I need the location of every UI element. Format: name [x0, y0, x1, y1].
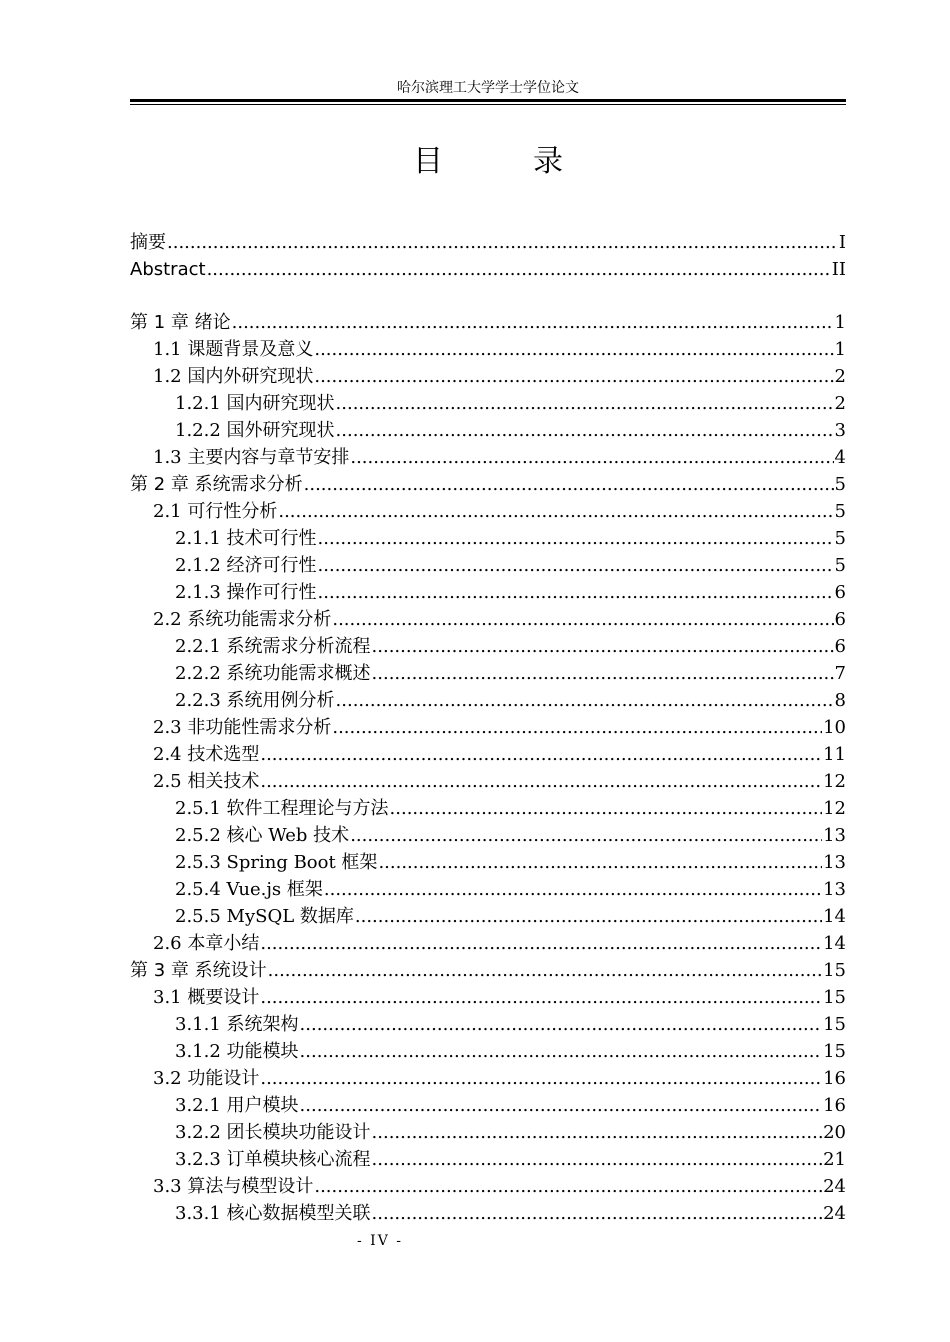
dot-leader [260, 930, 822, 957]
toc-entry-title: Abstract [130, 259, 206, 280]
toc-entry-title: 1.3 主要内容与章节安排 [153, 447, 350, 468]
dot-leader [350, 822, 822, 849]
toc-entry[interactable] [130, 229, 846, 256]
toc-entry-title: 2.3 非功能性需求分析 [153, 717, 332, 738]
dot-leader [390, 795, 823, 822]
toc-entry-page: 15 [823, 1014, 846, 1035]
dot-leader [336, 417, 834, 444]
toc-entry[interactable] [130, 606, 846, 633]
dot-leader [372, 1119, 823, 1146]
toc-entry[interactable] [130, 1173, 846, 1200]
toc-entry[interactable] [130, 525, 846, 552]
toc-entry[interactable] [130, 714, 846, 741]
toc-entry[interactable] [130, 552, 846, 579]
toc-entry-page: 7 [834, 663, 846, 684]
toc-entry-page: 2 [834, 366, 846, 387]
toc-entry-page: 15 [823, 1041, 846, 1062]
toc-entry-page: 16 [823, 1068, 846, 1089]
toc-entry-title: 2.5.5 MySQL 数据库 [175, 906, 354, 927]
toc-entry-title: 2.2.2 系统功能需求概述 [175, 663, 371, 684]
toc-entry-title: 2.4 技术选型 [153, 744, 260, 765]
toc-entry-title: 摘要 [130, 232, 166, 253]
toc-entry-title: 2.1 可行性分析 [153, 501, 278, 522]
toc-entry[interactable] [130, 903, 846, 930]
toc-entry[interactable] [130, 1119, 846, 1146]
toc-entry[interactable] [130, 309, 846, 336]
toc-entry[interactable] [130, 444, 846, 471]
toc-entry-page: 11 [823, 744, 846, 765]
toc-entry[interactable] [130, 498, 846, 525]
dot-leader [378, 849, 822, 876]
dot-leader [167, 229, 838, 256]
toc-entry[interactable] [130, 687, 846, 714]
toc-entry-title: 1.2.2 国外研究现状 [175, 420, 335, 441]
dot-leader [314, 336, 833, 363]
toc-entry-title: 3.2.3 订单模块核心流程 [175, 1149, 371, 1170]
toc-entry-title: 2.1.2 经济可行性 [175, 555, 317, 576]
dot-leader [318, 525, 834, 552]
toc-entry[interactable] [130, 471, 846, 498]
dot-leader [372, 1200, 823, 1227]
toc-entry[interactable] [130, 984, 846, 1011]
toc-entry-page: 5 [834, 474, 846, 495]
dot-leader [332, 714, 822, 741]
dot-leader [300, 1038, 823, 1065]
toc-entry[interactable] [130, 930, 846, 957]
toc-entry[interactable] [130, 1065, 846, 1092]
table-of-contents [130, 229, 846, 1227]
toc-entry-title: 3.3.1 核心数据模型关联 [175, 1203, 371, 1224]
toc-entry[interactable] [130, 660, 846, 687]
toc-entry-title: 3.1.1 系统架构 [175, 1014, 299, 1035]
toc-entry-page: 4 [834, 447, 846, 468]
toc-entry-title: 2.5.1 软件工程理论与方法 [175, 798, 389, 819]
toc-entry-title: 3.1 概要设计 [153, 987, 260, 1008]
toc-entry-page: 5 [834, 555, 846, 576]
toc-entry-title: 1.2 国内外研究现状 [153, 366, 314, 387]
dot-leader [278, 498, 833, 525]
dot-leader [260, 741, 822, 768]
dot-leader [372, 1146, 823, 1173]
toc-entry-page: 6 [834, 636, 846, 657]
dot-leader [300, 1011, 823, 1038]
dot-leader [260, 768, 822, 795]
header-rule-thin [130, 104, 846, 105]
toc-entry-page: 6 [834, 582, 846, 603]
toc-entry-title: 2.5.2 核心 Web 技术 [175, 825, 350, 846]
toc-entry[interactable] [130, 256, 846, 283]
toc-entry-page: 5 [834, 528, 846, 549]
toc-entry[interactable] [130, 336, 846, 363]
dot-leader [350, 444, 833, 471]
toc-entry-page: 14 [823, 933, 846, 954]
toc-entry[interactable] [130, 1200, 846, 1227]
running-header: 哈尔滨理工大学学士学位论文 [397, 80, 579, 96]
toc-entry[interactable] [130, 957, 846, 984]
toc-entry-title: 第 3 章 系统设计 [130, 960, 267, 981]
toc-entry-page: 13 [823, 825, 846, 846]
toc-entry-title: 3.2.2 团长模块功能设计 [175, 1122, 371, 1143]
toc-entry-page: II [831, 259, 846, 280]
toc-entry-page: 21 [823, 1149, 846, 1170]
toc-entry-page: 1 [834, 312, 846, 333]
dot-leader [268, 957, 822, 984]
toc-entry-page: 3 [834, 420, 846, 441]
toc-entry[interactable] [130, 795, 846, 822]
toc-entry-title: 第 1 章 绪论 [130, 312, 231, 333]
dot-leader [207, 256, 831, 283]
dot-leader [318, 552, 834, 579]
toc-entry-page: I [838, 232, 846, 253]
toc-entry-page: 15 [823, 987, 846, 1008]
toc-entry[interactable] [130, 876, 846, 903]
toc-entry-page: 14 [823, 906, 846, 927]
toc-entry[interactable] [130, 741, 846, 768]
dot-leader [260, 984, 822, 1011]
toc-entry-page: 24 [823, 1203, 846, 1224]
toc-entry[interactable] [130, 633, 846, 660]
header-rule-thick [130, 99, 846, 102]
toc-entry-page: 24 [823, 1176, 846, 1197]
toc-entry-page: 5 [834, 501, 846, 522]
toc-entry-page: 1 [834, 339, 846, 360]
dot-leader [300, 1092, 823, 1119]
toc-entry-page: 10 [823, 717, 846, 738]
toc-entry-page: 12 [823, 771, 846, 792]
dot-leader [314, 363, 833, 390]
toc-entry-title: 2.5.4 Vue.js 框架 [175, 879, 323, 900]
toc-entry[interactable] [130, 768, 846, 795]
dot-leader [372, 660, 834, 687]
toc-entry-page: 2 [834, 393, 846, 414]
toc-entry-page: 13 [823, 879, 846, 900]
toc-entry[interactable] [130, 822, 846, 849]
toc-entry-title: 2.2 系统功能需求分析 [153, 609, 332, 630]
dot-leader [318, 579, 834, 606]
toc-entry[interactable] [130, 363, 846, 390]
toc-entry-page: 12 [823, 798, 846, 819]
toc-entry-title: 1.2.1 国内研究现状 [175, 393, 335, 414]
toc-entry-page: 6 [834, 609, 846, 630]
toc-entry-title: 2.1.3 操作可行性 [175, 582, 317, 603]
toc-entry-title: 3.1.2 功能模块 [175, 1041, 299, 1062]
dot-leader [332, 606, 833, 633]
dot-leader [372, 633, 834, 660]
toc-entry-title: 2.2.3 系统用例分析 [175, 690, 335, 711]
dot-leader [314, 1173, 822, 1200]
toc-entry-title: 2.2.1 系统需求分析流程 [175, 636, 371, 657]
toc-entry-page: 20 [823, 1122, 846, 1143]
dot-leader [304, 471, 834, 498]
toc-entry-title: 1.1 课题背景及意义 [153, 339, 314, 360]
toc-entry[interactable] [130, 417, 846, 444]
toc-entry[interactable] [130, 849, 846, 876]
toc-entry-title: 2.6 本章小结 [153, 933, 260, 954]
toc-entry-title: 3.2.1 用户模块 [175, 1095, 299, 1116]
toc-entry-page: 15 [823, 960, 846, 981]
toc-entry-page: 13 [823, 852, 846, 873]
page-title: 目 录 [413, 144, 593, 179]
toc-entry-title: 2.5 相关技术 [153, 771, 260, 792]
toc-entry[interactable] [130, 1092, 846, 1119]
toc-entry-title: 3.3 算法与模型设计 [153, 1176, 314, 1197]
dot-leader [336, 390, 834, 417]
toc-entry-title: 2.5.3 Spring Boot 框架 [175, 852, 378, 873]
toc-entry-title: 3.2 功能设计 [153, 1068, 260, 1089]
page-number: - IV - [356, 1233, 403, 1249]
dot-leader [324, 876, 822, 903]
toc-entry[interactable] [130, 1011, 846, 1038]
toc-entry-page: 16 [823, 1095, 846, 1116]
toc-entry[interactable] [130, 1146, 846, 1173]
dot-leader [232, 309, 834, 336]
toc-entry[interactable] [130, 1038, 846, 1065]
toc-entry[interactable] [130, 579, 846, 606]
toc-entry[interactable] [130, 390, 846, 417]
toc-entry-title: 2.1.1 技术可行性 [175, 528, 317, 549]
dot-leader [260, 1065, 822, 1092]
dot-leader [355, 903, 822, 930]
dot-leader [336, 687, 834, 714]
toc-entry-page: 8 [834, 690, 846, 711]
toc-entry-title: 第 2 章 系统需求分析 [130, 474, 303, 495]
